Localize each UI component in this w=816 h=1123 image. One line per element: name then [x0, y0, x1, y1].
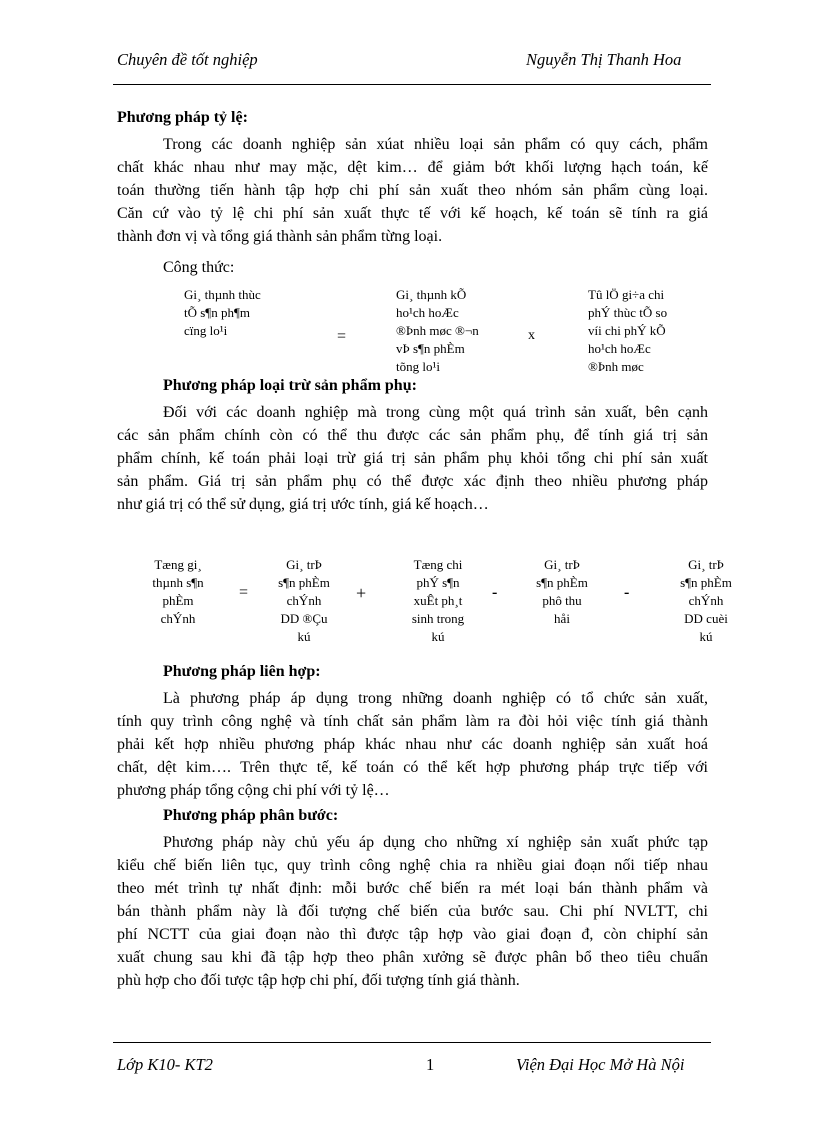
term-line: xuÊt ph¸t: [413, 593, 463, 608]
text-line: phải kết hợp nhiều phương pháp khác nhau như các doanh nghiệp sản xuất hoá: [117, 736, 708, 753]
text-line: theo mét trình tự nhất định: mỗi bước chế biến ra mét loại bán thành phẩm và: [117, 880, 708, 897]
footer-left: Lớp K10- KT2: [117, 1055, 213, 1074]
term-line: ®Þnh møc: [588, 359, 644, 374]
text-line: phù hợp cho đối tược tập hợp chi phí, đối tượng tính giá thành.: [117, 972, 520, 989]
header-right: Nguyễn Thị Thanh Hoa: [526, 50, 682, 69]
multiply-operator: x: [528, 328, 535, 343]
text-line: Phương pháp này chủ yếu áp dụng cho những xí nghiệp sản xuất phức tạp: [163, 834, 708, 851]
text-line: Căn cứ vào tỷ lệ chi phí sản xuất thực tế với kế hoạch, kế toán sẽ tính ra giá: [117, 205, 708, 222]
footer-rule: [113, 1042, 711, 1043]
paragraph: [117, 687, 708, 802]
term-line: Gi¸ trÞ: [286, 557, 322, 572]
term-line: vÞ s¶n phÈm: [396, 341, 465, 356]
term-line: s¶n phÈm: [680, 575, 732, 590]
text-line: bán thành phẩm này là đối tượng chế biến của bước sau. Chi phí NVLTT, chi: [117, 903, 708, 920]
term-line: phÈm: [162, 593, 194, 608]
term-line: chÝnh: [160, 611, 196, 626]
text-line: Đối với các doanh nghiệp mà trong cùng một quá trình sản xuất, bên cạnh: [163, 404, 708, 421]
term-line: Gi¸ thµnh thùc: [184, 287, 261, 302]
term-line: Tæng chi: [413, 557, 463, 572]
text-line: thành đơn vị và tổng giá thành sản phẩm từng loại.: [117, 228, 443, 245]
section-heading: Phương pháp phân bước:: [163, 807, 339, 824]
footer-right: Viện Đại Học Mở Hà Nội: [516, 1055, 685, 1074]
text-line: phương pháp tổng cộng chi phí với tỷ lệ…: [117, 782, 390, 799]
term-line: ®Þnh møc ®¬n: [396, 323, 479, 338]
term-line: tÕ s¶n ph¶m: [184, 305, 250, 320]
text-line: sản phẩm. Giá trị sản phẩm phụ có thể được xác định theo nhiều phương pháp: [117, 473, 708, 490]
text-line: Là phương pháp áp dụng trong những doanh nghiệp có tổ chức sản xuất,: [163, 690, 708, 707]
term-line: Gi¸ trÞ: [688, 557, 724, 572]
equals-operator: =: [337, 328, 347, 345]
text-line: chất khác nhau như may mặc, dệt kim… để giảm bớt khối lượng hạch toán, kế: [117, 159, 708, 176]
text-line: như giá trị có thể sử dụng, giá trị ước tính, giá kế hoạch…: [117, 496, 489, 513]
section-byproduct-method: [117, 374, 708, 516]
term-line: cïng lo¹i: [184, 323, 228, 338]
text-line: Trong các doanh nghiệp sản xúat nhiều loại sản phẩm có quy cách, phẩm: [163, 136, 708, 153]
paragraph: [117, 831, 708, 992]
section-heading: Phương pháp liên hợp:: [163, 663, 321, 680]
paragraph: [117, 133, 708, 248]
term-line: tõng lo¹i: [396, 359, 440, 374]
term-line: ho¹ch hoÆc: [588, 341, 651, 356]
formula-term: [256, 556, 352, 646]
term-line: s¶n phÈm: [536, 575, 588, 590]
term-line: sinh trong: [411, 611, 465, 626]
section-heading: Phương pháp tỷ lệ:: [117, 109, 248, 126]
term-line: håi: [554, 611, 570, 626]
formula-term: [514, 556, 610, 628]
text-line: tính quy trình công nghệ và tính chất sản phẩm làm ra đòi hỏi việc tính giá thành: [117, 713, 708, 730]
section-heading: Phương pháp loại trừ sản phẩm phụ:: [163, 377, 417, 394]
header-rule: [113, 84, 711, 85]
term-line: phô thu: [542, 593, 582, 608]
term-line: DD cuèi: [684, 611, 728, 626]
term-line: thµnh s¶n: [152, 575, 204, 590]
text-line: toán thường tiến hành tập hợp chi phí sản xuất theo nhóm sản phẩm cùng loại.: [117, 182, 708, 199]
section-ratio-method: [117, 106, 708, 279]
term-line: s¶n phÈm: [278, 575, 330, 590]
term-line: kú: [699, 629, 713, 644]
formula-term: [130, 556, 226, 628]
page-number: 1: [426, 1055, 435, 1074]
formula-term: [588, 286, 667, 376]
term-line: Tæng gi¸: [154, 557, 202, 572]
formula-term: [396, 286, 479, 376]
text-line: phẩm chính, kế toán phải loại trừ giá trị sản phẩm phụ khỏi tổng chi phí sản xuất: [117, 450, 708, 467]
header-left: Chuyên đề tốt nghiệp: [117, 50, 258, 69]
text-line: chất, dệt kim…. Trên thực tế, kế toán có thể kết hợp phương pháp trực tiếp với: [117, 759, 708, 776]
term-line: kú: [431, 629, 445, 644]
term-line: chÝnh: [286, 593, 322, 608]
minus-operator: -: [624, 584, 630, 601]
formula-label: Công thức:: [163, 259, 235, 276]
text-line: xuất chung sau khi đã tập hợp theo phân xưởng sẽ được phân bổ theo tiêu chuẩn: [117, 949, 708, 966]
text-line: kiểu chế biến liên tục, quy trình công nghệ chia ra nhiều giai đoạn nối tiếp nhau: [117, 857, 708, 874]
formula-term: [390, 556, 486, 646]
term-line: ho¹ch hoÆc: [396, 305, 459, 320]
term-line: Gi¸ trÞ: [544, 557, 580, 572]
term-line: Gi¸ thµnh kÕ: [396, 287, 467, 302]
section-step-method: [117, 804, 708, 992]
minus-operator: -: [492, 584, 498, 601]
equals-operator: =: [239, 584, 249, 601]
term-line: phÝ thùc tÕ so: [588, 305, 668, 320]
term-line: víi chi phÝ kÕ: [588, 323, 666, 338]
text-line: phí NCTT của giai đoạn nào thì được tập hợp vào giai đoạn đ, còn chiphí sản: [117, 926, 708, 943]
term-line: DD ®Çu: [280, 611, 328, 626]
term-line: phÝ s¶n: [416, 575, 460, 590]
formula-term: [184, 286, 261, 340]
term-line: Tû lÖ gi÷a chi: [588, 287, 665, 302]
text-line: các sản phẩm chính còn có thể thu được các sản phẩm phụ, để tính giá trị sản: [117, 427, 708, 444]
formula-term: [658, 556, 754, 646]
term-line: chÝnh: [688, 593, 724, 608]
section-combined-method: [117, 660, 708, 802]
paragraph: [117, 401, 708, 516]
plus-operator: +: [356, 583, 367, 603]
term-line: kú: [297, 629, 311, 644]
